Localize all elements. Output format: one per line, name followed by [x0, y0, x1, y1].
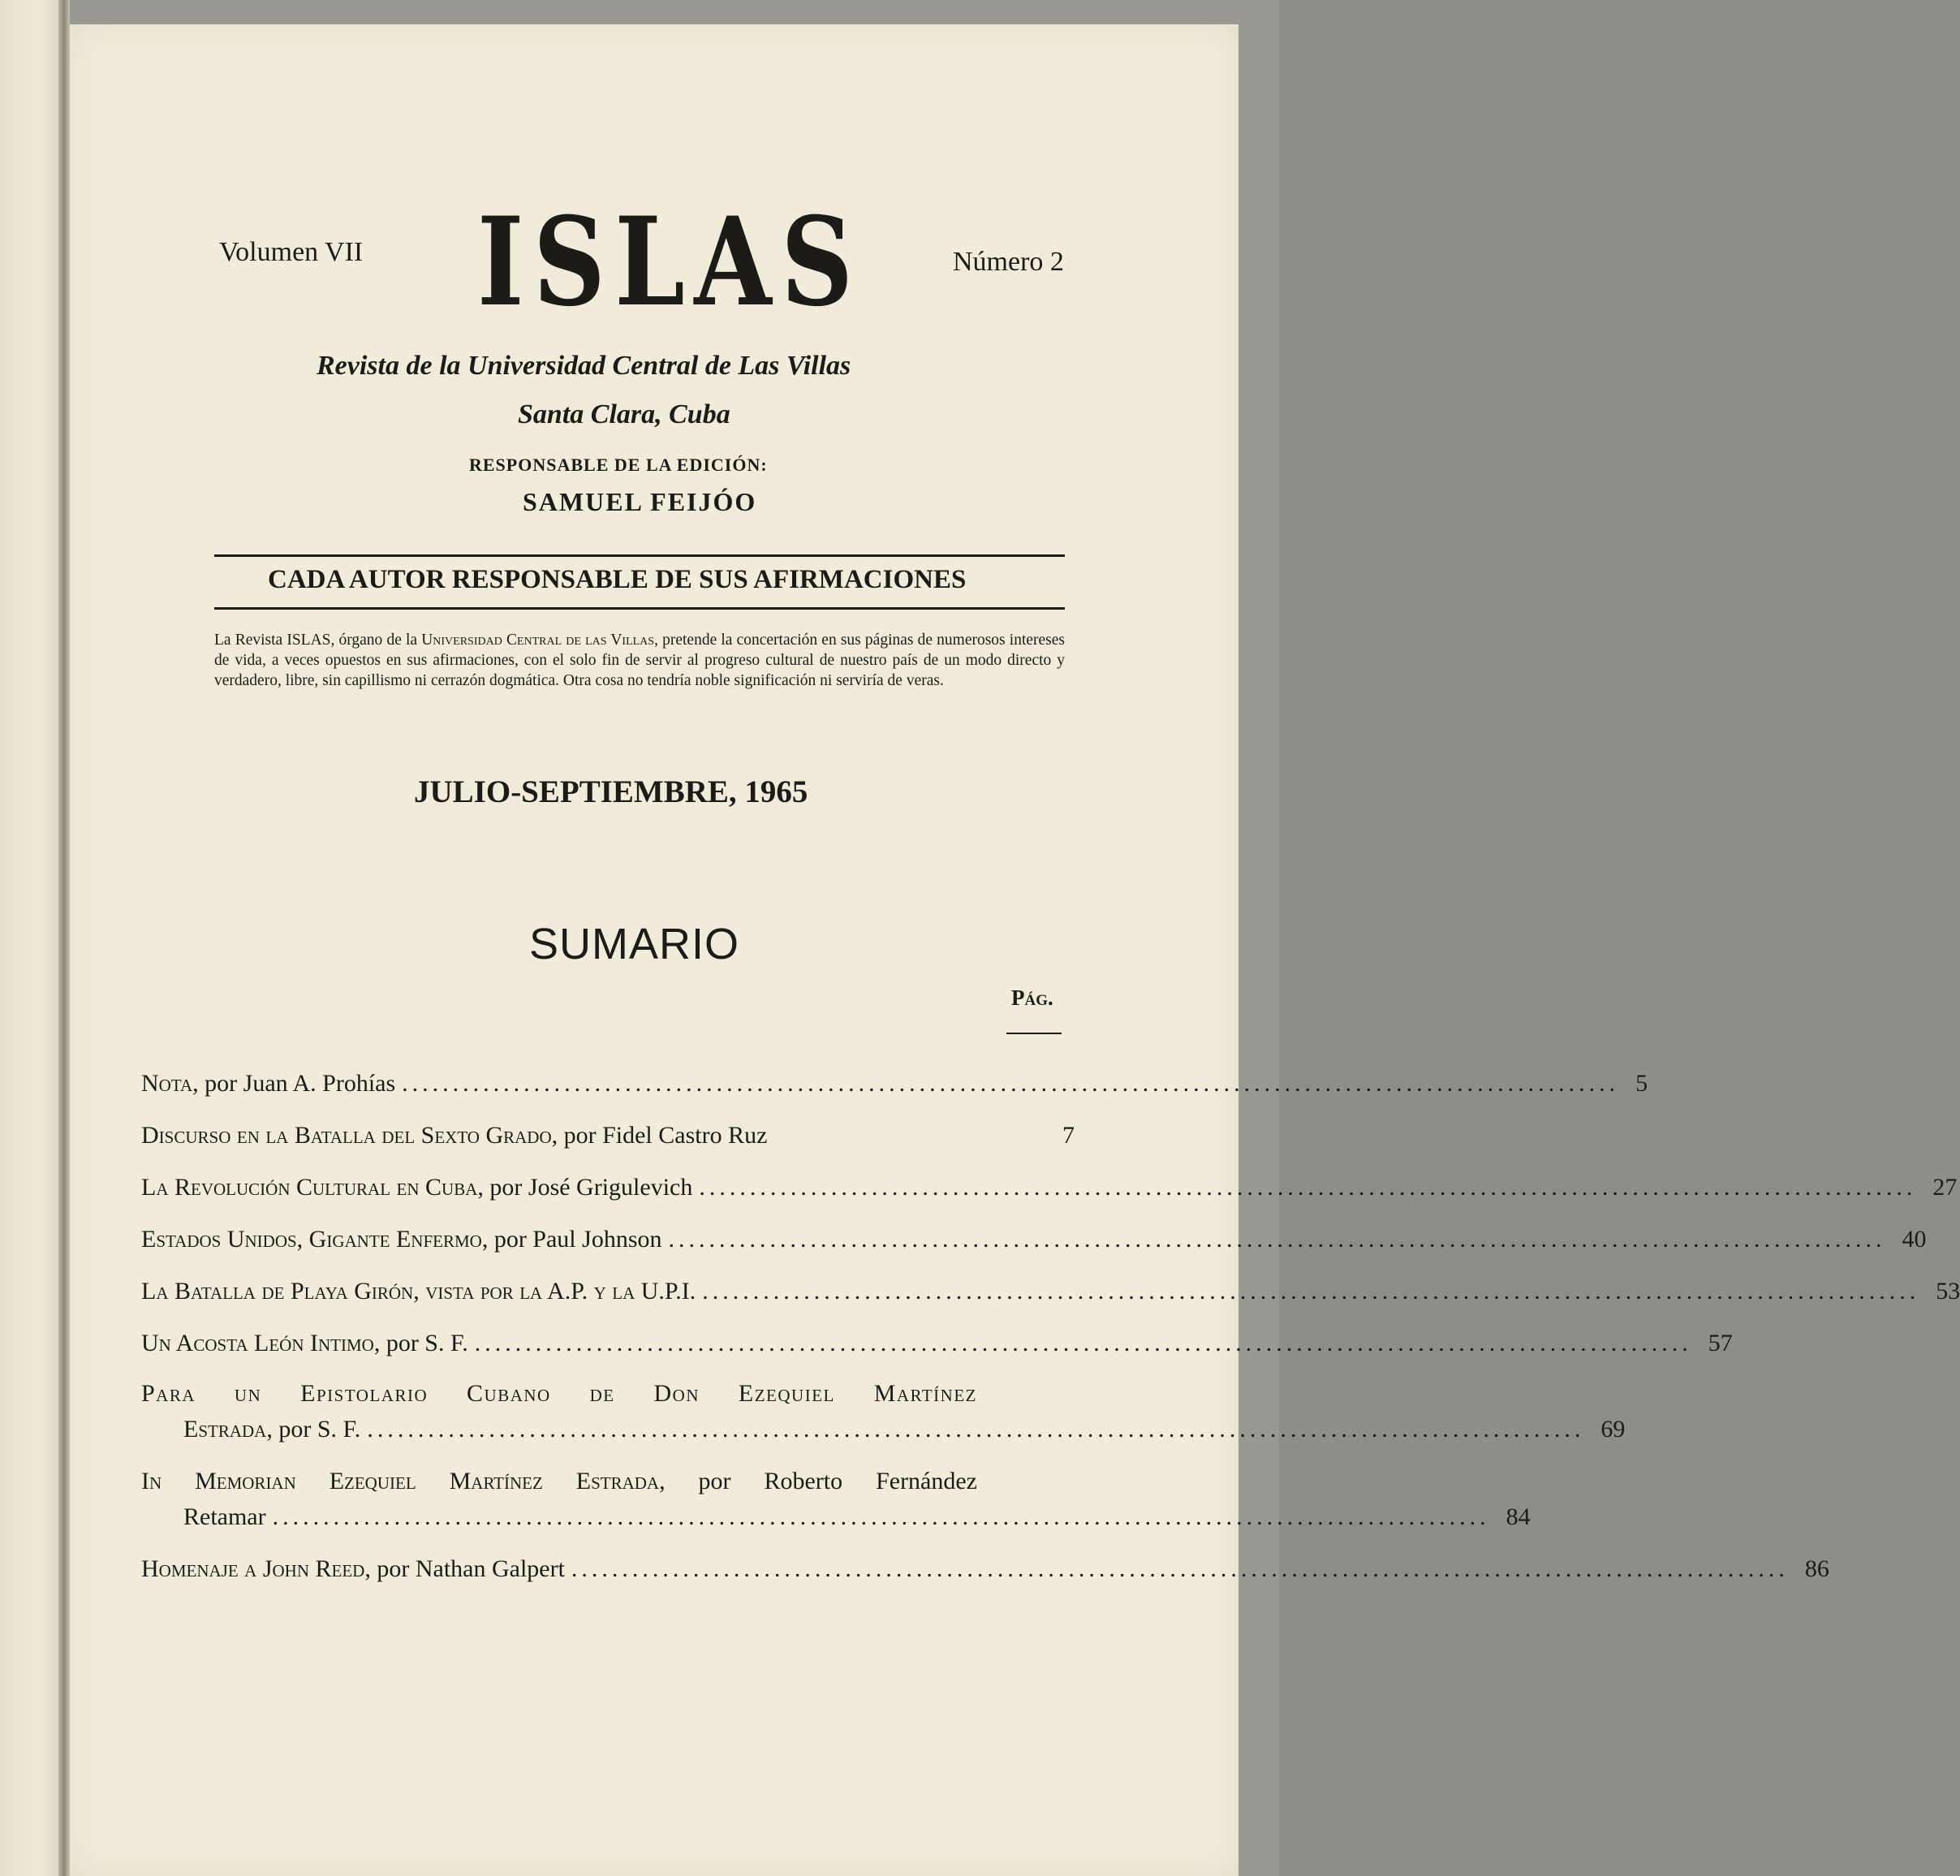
toc-entry-title: La Batalla de Playa Girón, vista por la A.P. y la U.P.I.: [141, 1278, 696, 1305]
toc-entry: [141, 1174, 1958, 1206]
toc-entry-page: 7: [1062, 1122, 1075, 1149]
toc-entry-page: 5: [1635, 1070, 1648, 1097]
issue-date: JULIO-SEPTIEMBRE, 1965: [414, 774, 808, 809]
banner-top-rule: [214, 554, 1065, 557]
toc-entry-title-line2: Estrada: [183, 1416, 267, 1443]
intro-text-end: , pretende la concertación en sus páginas de numerosos intereses de vida, a veces opuestos en sus afirmaciones, con el solo fin de servir al progreso cultural de nuestro país de un modo directo y verdadero, libre, sin capillismo ni cerrazón dogmática. Otra cosa no tendría noble significación ni serviría de veras.: [214, 632, 1065, 689]
toc-entry-continued: [183, 1503, 1531, 1536]
toc-entry-title-line2: Retamar: [183, 1503, 266, 1530]
sumario-heading: SUMARIO: [529, 920, 740, 968]
volume-label: Volumen VII: [219, 237, 364, 267]
toc-entry-continued: [183, 1416, 1626, 1448]
toc-leader-dots: ........................................................................................................................: [272, 1503, 1490, 1530]
intro-institution: Universidad Central de las Villas: [421, 632, 655, 649]
toc-entry: [141, 1226, 1927, 1258]
toc-entry-byline: , por Juan A. Prohías: [192, 1070, 396, 1097]
toc-entry-page: 53: [1936, 1278, 1960, 1305]
toc-entry-page: 27: [1932, 1174, 1958, 1201]
toc-entry-page: 69: [1600, 1416, 1626, 1443]
toc-entry-title: Homenaje a John Reed: [141, 1555, 365, 1582]
toc-entry-byline: , por Fidel Castro Ruz: [551, 1122, 768, 1149]
toc-entry-title: Estados Unidos, Gigante Enfermo: [141, 1226, 482, 1253]
intro-text-start: La Revista ISLAS, órgano de la: [214, 632, 422, 649]
toc-entry-title: La Revolución Cultural en Cuba: [141, 1174, 478, 1201]
toc-leader-dots: ........................................................................................................................: [571, 1555, 1789, 1582]
toc-leader-dots: ........................................................................................................................: [367, 1416, 1585, 1443]
facing-page-edge: [0, 0, 65, 1876]
toc-entry-title: Nota: [141, 1070, 193, 1097]
toc-entry: [141, 1278, 1960, 1310]
toc-entry-byline: , por Nathan Galpert: [364, 1555, 565, 1582]
toc-leader-dots: ........................................................................................................................: [474, 1330, 1692, 1356]
toc-entry-title-line1: Para un Epistolario Cubano de Don Ezequiel Martínez: [141, 1380, 977, 1407]
page-column-rule: [1006, 1033, 1062, 1034]
toc-entry-page: 57: [1708, 1330, 1733, 1356]
toc-entry-page: 86: [1804, 1555, 1829, 1582]
toc-leader-dots: ........................................................................................................................: [699, 1174, 1917, 1201]
toc-entry-byline: , por Roberto Fernández: [659, 1468, 977, 1494]
toc-entry: [141, 1330, 1733, 1362]
toc-entry-title: Un Acosta León Intimo: [141, 1330, 374, 1356]
toc-entry-title: In Memorian Ezequiel Martínez Estrada: [141, 1468, 660, 1494]
edition-responsible-label: RESPONSABLE DE LA EDICIÓN:: [469, 455, 768, 475]
toc-entry-byline: , por S. F.: [266, 1416, 361, 1443]
intro-paragraph: [214, 630, 1065, 691]
issue-number-label: Número 2: [953, 247, 1064, 277]
toc-leader-dots: ........................................................................................................................: [702, 1278, 1920, 1305]
banner-bottom-rule: [214, 607, 1065, 610]
toc-entry-byline: , por José Grigulevich: [477, 1174, 693, 1201]
toc-entry: [141, 1122, 1075, 1154]
toc-entry-page: 84: [1506, 1503, 1531, 1530]
author-responsibility-banner: CADA AUTOR RESPONSABLE DE SUS AFIRMACIONES: [268, 565, 967, 594]
toc-leader-dots: ........................................................................................................................: [402, 1070, 1620, 1097]
toc-entry-page: 40: [1902, 1226, 1927, 1253]
toc-entry: [141, 1070, 1648, 1102]
editor-name: SAMUEL FEIJÓO: [523, 487, 757, 516]
magazine-title: ISLAS: [477, 191, 863, 334]
toc-leader-dots: ........................................................................................................................: [668, 1226, 1886, 1253]
subtitle-city: Santa Clara, Cuba: [518, 399, 730, 429]
book-gutter: [58, 0, 70, 1876]
subtitle-university: Revista de la Universidad Central de Las Villas: [317, 351, 851, 381]
page-column-label: Pág.: [1011, 985, 1053, 1010]
toc-entry-title: Discurso en la Batalla del Sexto Grado: [141, 1122, 552, 1149]
toc-entry: [141, 1555, 1829, 1588]
toc-entry-byline: , por S. F.: [373, 1330, 468, 1356]
toc-entry-byline: , por Paul Johnson: [481, 1226, 662, 1253]
toc-entry-line1: [141, 1468, 977, 1500]
